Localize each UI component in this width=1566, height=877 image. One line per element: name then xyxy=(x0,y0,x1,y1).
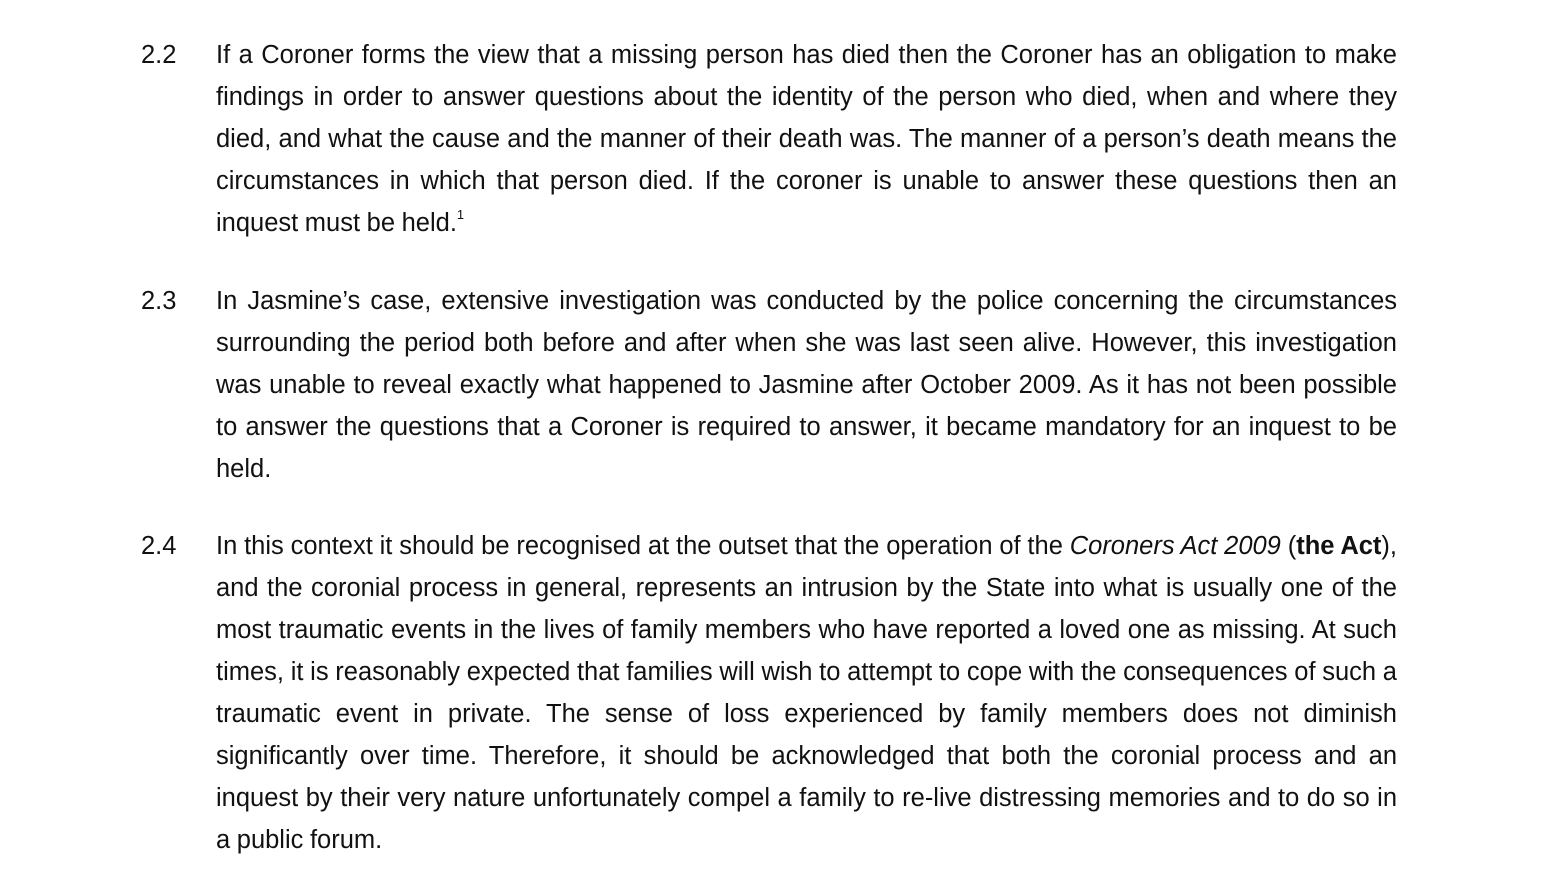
paragraph-2-4 xyxy=(141,525,1397,861)
footnote-reference[interactable]: 1 xyxy=(456,207,465,222)
paragraph-number: 2.4 xyxy=(141,532,177,560)
paragraph-2-3 xyxy=(141,280,1397,490)
paragraph-text: In Jasmine’s case, extensive investigation was conducted by the police concerning the circumstances surrounding the period both before and after when she was last seen alive. However, this investigation was unable to reveal exactly what happened to Jasmine after October 2009. As it has not been possible to answer the questions that a Coroner is required to answer, it became mandatory for an inquest to be held. xyxy=(216,287,1397,483)
defined-term: the Act xyxy=(1296,532,1382,560)
paragraph-body: If a Coroner forms the view that a missing person has died then the Coroner has an obligation to make findings in order to answer questions about the identity of the person who died, when and where they died, and what the cause and the manner of their death was. The manner of a person’s death means the circumstances in which that person died. If the coroner is unable to answer these questions then an inquest must be held. xyxy=(216,41,1397,237)
paragraph-text xyxy=(216,525,1397,861)
paragraph-intro: In this context it should be recognised at the outset that the operation of the xyxy=(216,532,1063,560)
paragraph-number: 2.2 xyxy=(141,41,177,69)
paragraph-2-2 xyxy=(141,34,1397,244)
paragraph-text xyxy=(216,34,1397,244)
paragraph-number: 2.3 xyxy=(141,287,177,315)
paragraph-rest: ), and the coronial process in general, represents an intrusion by the State into what is usually one of the most traumatic events in the lives of family members who have reported a loved one as missing. At such times, it is reasonably expected that families will wish to attempt to cope with the consequences of such a traumatic event in private. The sense of loss experienced by family members does not diminish significantly over time. Therefore, it should be acknowledged that both the coronial process and an inquest by their very nature unfortunately compel a family to re-live distressing memories and to do so in a public forum. xyxy=(216,532,1397,854)
act-title: Coroners Act 2009 xyxy=(1069,532,1281,560)
paren-open: ( xyxy=(1287,532,1297,560)
